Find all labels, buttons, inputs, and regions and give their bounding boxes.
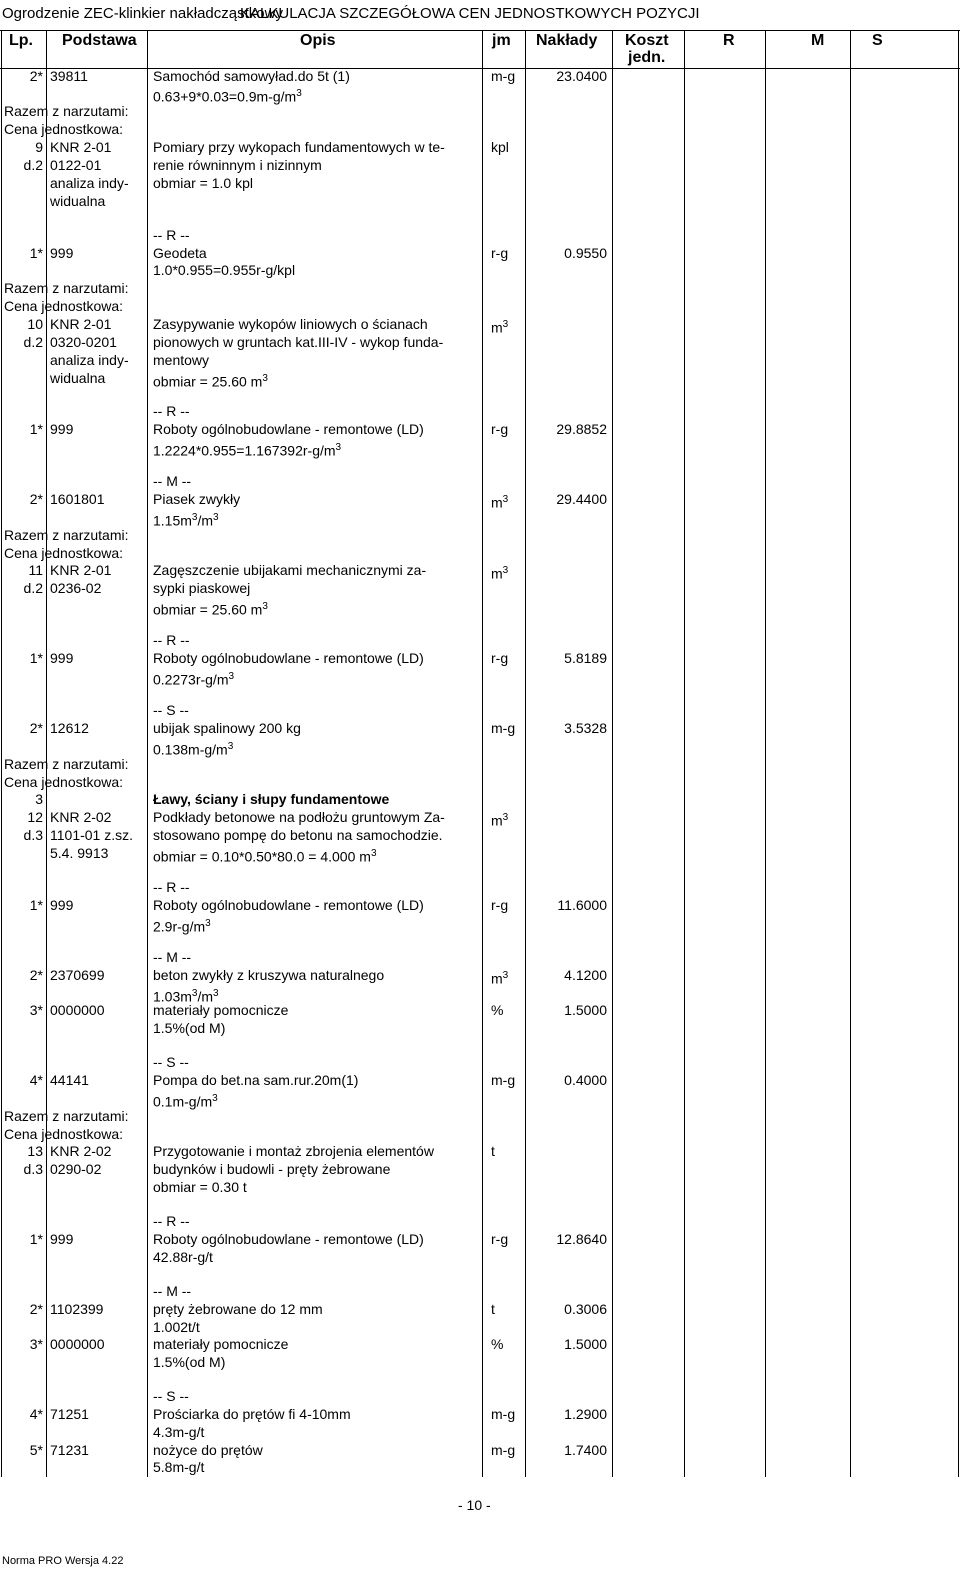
row-opis	[153, 1424, 204, 1441]
row-podstawa: KNR 2-02	[50, 809, 112, 825]
row-opis-superscript: 3	[335, 442, 342, 453]
row-naklady: 12.8640	[556, 1231, 607, 1247]
row-jm-text: m-g	[491, 68, 516, 84]
header-bottom-border	[0, 68, 960, 69]
row-opis	[153, 421, 424, 438]
column-divider	[46, 30, 47, 1477]
row-opis	[153, 1002, 288, 1019]
row-lp: 4*	[29, 1072, 43, 1088]
row-jm	[491, 650, 508, 667]
row-opis-text: budynków i budowli - pręty żebrowane	[153, 1161, 391, 1177]
summary-label: Razem z narzutami:	[4, 527, 129, 543]
summary-label: Razem z narzutami:	[4, 756, 129, 772]
column-divider	[684, 30, 685, 1477]
row-opis-text: Piasek zwykły	[153, 491, 241, 507]
row-opis-text: 2.9r-g/m	[153, 918, 206, 935]
row-jm	[491, 1406, 515, 1423]
row-lp: 9	[35, 139, 43, 155]
row-opis	[153, 157, 322, 174]
row-jm-text: r-g	[491, 1231, 509, 1247]
row-opis	[153, 720, 301, 737]
row-opis	[153, 1161, 390, 1178]
row-opis	[153, 1143, 434, 1160]
row-jm	[491, 562, 508, 583]
row-opis-text: Roboty ogólnobudowlane - remontowe (LD)	[153, 897, 424, 913]
row-jm-text: m	[491, 319, 503, 336]
summary-label: Cena jednostkowa:	[4, 298, 124, 314]
row-opis	[153, 632, 190, 649]
row-opis	[153, 1388, 189, 1405]
row-opis-text: Roboty ogólnobudowlane - remontowe (LD)	[153, 650, 424, 666]
row-opis-superscript: 3	[228, 671, 235, 682]
row-opis-text: mentowy	[153, 352, 210, 368]
row-jm-text: m-g	[491, 720, 516, 736]
row-jm	[491, 809, 508, 830]
row-jm-text: m	[491, 494, 503, 511]
row-opis-text: Roboty ogólnobudowlane - remontowe (LD)	[153, 1231, 424, 1247]
row-opis-text: -- S --	[153, 1388, 189, 1404]
row-opis-text: Roboty ogólnobudowlane - remontowe (LD)	[153, 421, 424, 437]
row-podstawa: KNR 2-01	[50, 139, 112, 155]
row-jm-superscript: 3	[502, 494, 509, 505]
row-opis-text: obmiar = 25.60 m	[153, 373, 263, 390]
row-jm	[491, 967, 508, 988]
row-opis-text: Zagęszczenie ubijakami mechanicznymi za-	[153, 562, 427, 578]
header-podstawa: Podstawa	[62, 32, 137, 49]
row-opis	[153, 262, 295, 279]
row-opis-superscript: 3	[227, 741, 234, 752]
row-opis	[153, 1054, 189, 1071]
row-podstawa: 39811	[50, 68, 88, 84]
row-opis	[153, 439, 341, 460]
row-lp: 3*	[29, 1336, 43, 1352]
row-podstawa: 1601801	[50, 491, 105, 507]
row-lp: 12	[27, 809, 43, 825]
row-opis	[153, 1090, 218, 1111]
row-jm-text: r-g	[491, 421, 509, 437]
row-lp: 3	[35, 791, 43, 807]
row-opis-superscript: 3	[212, 1093, 218, 1104]
row-jm	[491, 421, 508, 438]
row-opis-text: renie równinnym i nizinnym	[153, 157, 322, 173]
row-opis-text: -- S --	[153, 1054, 189, 1070]
summary-label: Razem z narzutami:	[4, 280, 129, 296]
row-jm	[491, 1231, 508, 1248]
row-opis-text: /m	[197, 988, 214, 1005]
row-opis	[153, 316, 428, 333]
row-opis-text: -- M --	[153, 1283, 192, 1299]
row-lp: 1*	[29, 245, 43, 261]
row-opis	[153, 1213, 190, 1230]
row-opis-text: beton zwykły z kruszywa naturalnego	[153, 967, 385, 983]
header-jm: jm	[492, 32, 511, 49]
row-opis	[153, 1301, 323, 1318]
header-naklady: Nakłady	[536, 32, 598, 49]
row-opis-text: 42.88r-g/t	[153, 1249, 213, 1265]
summary-label: Razem z narzutami:	[4, 103, 129, 119]
header-m: M	[811, 32, 825, 49]
row-opis	[153, 1072, 358, 1089]
row-opis-text: -- R --	[153, 1213, 190, 1229]
row-opis-text: 4.3m-g/t	[153, 1424, 205, 1440]
row-lp: 2*	[29, 68, 43, 84]
row-opis	[153, 1406, 351, 1423]
row-opis	[153, 809, 445, 826]
row-opis	[153, 491, 240, 508]
row-opis	[153, 227, 190, 244]
row-podstawa: 1101-01 z.sz.	[50, 827, 134, 843]
row-naklady: 0.4000	[564, 1072, 607, 1088]
row-opis-text: 1.5%(od M)	[153, 1020, 226, 1036]
header-lp: Lp.	[9, 32, 33, 49]
row-opis-superscript: 3	[191, 512, 198, 523]
row-jm-text: m-g	[491, 1072, 516, 1088]
row-opis-text: -- R --	[153, 227, 190, 243]
row-naklady: 0.9550	[564, 245, 607, 261]
row-opis	[153, 650, 424, 667]
row-podstawa: 999	[50, 650, 74, 666]
row-jm	[491, 1301, 495, 1318]
row-jm	[491, 491, 508, 512]
row-opis	[153, 580, 250, 597]
row-opis	[153, 668, 234, 689]
row-podstawa: analiza indy-	[50, 352, 129, 368]
row-naklady: 1.5000	[564, 1002, 607, 1018]
row-opis-text: Geodeta	[153, 245, 207, 261]
row-jm-text: m-g	[491, 1442, 516, 1458]
row-jm	[491, 1072, 515, 1089]
row-opis	[153, 1020, 225, 1037]
row-opis-text: obmiar = 25.60 m	[153, 601, 263, 618]
row-jm-text: kpl	[491, 139, 509, 155]
row-lp: 2*	[29, 1301, 43, 1317]
column-divider	[482, 30, 483, 1477]
row-opis	[153, 845, 377, 866]
row-lp: 2*	[29, 720, 43, 736]
row-lp: d.2	[23, 157, 43, 173]
row-jm-text: m-g	[491, 1406, 516, 1422]
row-lp: 11	[28, 562, 43, 578]
row-jm	[491, 68, 515, 85]
row-opis-text: 1.15m	[153, 512, 192, 529]
row-jm-text: r-g	[491, 650, 509, 666]
row-opis-superscript: 3	[296, 88, 302, 99]
row-lp: 3*	[29, 1002, 43, 1018]
summary-label: Cena jednostkowa:	[4, 545, 124, 561]
row-opis	[153, 598, 268, 619]
row-opis-text: obmiar = 0.30 t	[153, 1179, 247, 1195]
row-opis	[153, 1179, 247, 1196]
row-jm	[491, 1336, 503, 1353]
row-podstawa: 0000000	[50, 1336, 105, 1352]
row-opis	[153, 1354, 225, 1371]
row-opis	[153, 403, 190, 420]
row-opis-text: Pomiary przy wykopach fundamentowych w te-	[153, 139, 445, 155]
row-podstawa: 0122-01	[50, 157, 102, 173]
row-opis	[153, 562, 426, 579]
row-podstawa: 0290-02	[50, 1161, 102, 1177]
row-naklady: 23.0400	[556, 68, 607, 84]
row-opis-text: 1.0*0.955=0.955r-g/kpl	[153, 262, 296, 278]
row-jm-superscript: 3	[502, 812, 509, 823]
row-opis	[153, 702, 189, 719]
row-opis	[153, 370, 268, 391]
column-divider	[765, 30, 766, 1477]
row-opis-text: -- M --	[153, 949, 192, 965]
row-opis-text: -- R --	[153, 632, 190, 648]
row-podstawa: 2370699	[50, 967, 105, 983]
row-lp: 13	[27, 1143, 43, 1159]
row-jm-superscript: 3	[502, 319, 509, 330]
row-opis-text: obmiar = 0.10*0.50*80.0 = 4.000 m	[153, 848, 371, 865]
row-opis-text: Zasypywanie wykopów liniowych o ścianach	[153, 316, 428, 332]
row-opis-text: -- R --	[153, 403, 190, 419]
row-naklady: 1.2900	[564, 1406, 607, 1422]
row-jm	[491, 897, 508, 914]
row-podstawa: KNR 2-02	[50, 1143, 112, 1159]
row-opis-text: materiały pomocnicze	[153, 1336, 289, 1352]
row-opis-text: pionowych w gruntach kat.III-IV - wykop funda-	[153, 334, 444, 350]
row-opis	[153, 1249, 213, 1266]
row-lp: 1*	[29, 1231, 43, 1247]
row-podstawa: widualna	[50, 193, 106, 209]
software-version: Norma PRO Wersja 4.22	[2, 1555, 124, 1567]
header-jedn: jedn.	[628, 49, 666, 66]
row-opis	[153, 967, 384, 984]
row-jm	[491, 720, 515, 737]
row-opis-text: 1.002t/t	[153, 1319, 200, 1335]
row-podstawa: analiza indy-	[50, 175, 129, 191]
row-naklady: 5.8189	[564, 650, 607, 666]
row-jm-superscript: 3	[502, 970, 509, 981]
row-jm-text: m	[491, 970, 503, 987]
row-opis-text: Pompa do bet.na sam.rur.20m(1)	[153, 1072, 359, 1088]
row-podstawa: 999	[50, 1231, 74, 1247]
row-jm	[491, 139, 509, 156]
row-lp: d.3	[23, 1161, 43, 1177]
row-opis-text: Samochód samowyład.do 5t (1)	[153, 68, 350, 84]
row-opis-superscript: 3	[213, 512, 219, 523]
row-naklady: 11.6000	[557, 897, 607, 913]
row-opis-text: 0.138m-g/m	[153, 741, 228, 758]
row-podstawa: 0236-02	[50, 580, 102, 596]
row-opis	[153, 1283, 191, 1300]
row-opis-text: obmiar = 1.0 kpl	[153, 175, 253, 191]
row-opis	[153, 245, 207, 262]
row-opis-text: Ławy, ściany i słupy fundamentowe	[153, 791, 390, 807]
row-opis-text: 5.8m-g/t	[153, 1459, 205, 1475]
row-jm-text: r-g	[491, 245, 509, 261]
row-opis-text: 0.63+9*0.03=0.9m-g/m	[153, 88, 297, 105]
row-opis	[153, 949, 191, 966]
row-podstawa: 12612	[50, 720, 89, 736]
row-opis-text: /m	[197, 512, 214, 529]
row-jm	[491, 245, 508, 262]
row-lp: 1*	[29, 421, 43, 437]
row-jm	[491, 1143, 495, 1160]
row-jm-text: t	[491, 1301, 495, 1317]
row-opis	[153, 791, 389, 808]
column-divider	[612, 30, 613, 1477]
row-podstawa: KNR 2-01	[50, 316, 112, 332]
row-opis-text: 1.2224*0.955=1.167392r-g/m	[153, 442, 336, 459]
row-lp: d.2	[23, 334, 43, 350]
column-divider	[850, 30, 851, 1477]
row-opis	[153, 827, 443, 844]
row-jm	[491, 1442, 515, 1459]
summary-label: Razem z narzutami:	[4, 1108, 129, 1124]
row-podstawa: 999	[50, 421, 74, 437]
row-naklady: 3.5328	[564, 720, 607, 736]
row-opis-text: 0.2273r-g/m	[153, 671, 229, 688]
row-opis	[153, 1336, 288, 1353]
row-opis	[153, 1442, 263, 1459]
row-naklady: 29.4400	[556, 491, 607, 507]
row-opis-text: pręty żebrowane do 12 mm	[153, 1301, 323, 1317]
row-opis-text: nożyce do prętów	[153, 1442, 263, 1458]
row-opis	[153, 1319, 200, 1336]
row-opis	[153, 139, 445, 156]
row-podstawa: 44141	[50, 1072, 89, 1088]
row-opis-text: materiały pomocnicze	[153, 1002, 289, 1018]
row-jm-text: %	[491, 1002, 504, 1018]
row-opis	[153, 915, 211, 936]
row-opis	[153, 352, 209, 369]
row-naklady: 1.5000	[564, 1336, 607, 1352]
table-top-border	[0, 30, 960, 31]
row-podstawa: 0320-0201	[50, 334, 117, 350]
row-podstawa: 999	[50, 245, 74, 261]
column-divider	[525, 30, 526, 1477]
summary-label: Cena jednostkowa:	[4, 121, 124, 137]
row-jm-text: r-g	[491, 897, 509, 913]
row-lp: d.2	[23, 580, 43, 596]
row-opis	[153, 738, 233, 759]
report-title: KALKULACJA SZCZEGÓŁOWA CEN JEDNOSTKOWYCH POZYCJI	[240, 5, 700, 22]
row-podstawa: widualna	[50, 370, 106, 386]
row-opis	[153, 1231, 424, 1248]
row-opis	[153, 509, 219, 530]
row-opis-text: 1.5%(od M)	[153, 1354, 226, 1370]
row-lp: 2*	[29, 491, 43, 507]
row-opis	[153, 897, 424, 914]
row-podstawa: 999	[50, 897, 74, 913]
row-lp: d.3	[23, 827, 43, 843]
row-podstawa: 71231	[50, 1442, 89, 1458]
row-lp: 4*	[29, 1406, 43, 1422]
row-podstawa: 1102399	[50, 1301, 104, 1317]
document-title: Ogrodzenie ZEC-klinkier nakładcząstkowy	[2, 5, 283, 22]
row-jm-text: m	[491, 565, 503, 582]
row-lp: 2*	[29, 967, 43, 983]
column-divider	[958, 30, 959, 1477]
row-jm-superscript: 3	[502, 565, 509, 576]
row-opis-superscript: 3	[191, 988, 198, 999]
row-opis	[153, 334, 443, 351]
row-opis-text: Prościarka do prętów fi 4-10mm	[153, 1406, 351, 1422]
row-lp: 1*	[29, 650, 43, 666]
row-opis-text: sypki piaskowej	[153, 580, 251, 596]
row-opis-text: -- S --	[153, 702, 189, 718]
header-s: S	[872, 32, 883, 49]
row-opis-text: 1.03m	[153, 988, 192, 1005]
row-naklady: 29.8852	[556, 421, 607, 437]
row-opis-text: Przygotowanie i montaż zbrojenia elementów	[153, 1143, 434, 1159]
row-podstawa: 5.4. 9913	[50, 845, 109, 861]
row-opis-superscript: 3	[213, 988, 219, 999]
row-opis-superscript: 3	[262, 601, 268, 612]
row-jm	[491, 1002, 503, 1019]
row-opis	[153, 85, 302, 106]
row-podstawa: 71251	[50, 1406, 89, 1422]
row-opis-text: ubijak spalinowy 200 kg	[153, 720, 301, 736]
row-lp: 1*	[29, 897, 43, 913]
row-jm-text: t	[491, 1143, 495, 1159]
row-naklady: 1.7400	[564, 1442, 607, 1458]
row-jm-text: %	[491, 1336, 504, 1352]
row-opis-superscript: 3	[370, 848, 377, 859]
row-opis-text: 0.1m-g/m	[153, 1093, 213, 1110]
page-number: - 10 -	[458, 1497, 491, 1513]
header-koszt: Koszt	[625, 32, 669, 49]
row-jm-text: m	[491, 812, 503, 829]
row-opis-text: -- R --	[153, 879, 190, 895]
header-opis: Opis	[300, 32, 336, 49]
column-divider	[147, 30, 148, 1477]
row-lp: 5*	[29, 1442, 43, 1458]
row-jm	[491, 316, 508, 337]
row-opis	[153, 68, 350, 85]
row-opis	[153, 879, 190, 896]
row-podstawa: 0000000	[50, 1002, 105, 1018]
row-opis-text: -- M --	[153, 473, 192, 489]
row-opis	[153, 473, 191, 490]
row-podstawa: KNR 2-01	[50, 562, 112, 578]
summary-label: Cena jednostkowa:	[4, 774, 124, 790]
row-naklady: 4.1200	[564, 967, 607, 983]
summary-label: Cena jednostkowa:	[4, 1126, 124, 1142]
row-naklady: 0.3006	[564, 1301, 607, 1317]
row-opis	[153, 175, 253, 192]
row-opis-text: stosowano pompę do betonu na samochodzie.	[153, 827, 443, 843]
row-opis-superscript: 3	[262, 373, 268, 384]
row-opis-text: Podkłady betonowe na podłożu gruntowym Za-	[153, 809, 445, 825]
row-opis	[153, 1459, 204, 1476]
header-r: R	[723, 32, 735, 49]
row-opis-superscript: 3	[205, 918, 211, 929]
row-lp: 10	[27, 316, 43, 332]
